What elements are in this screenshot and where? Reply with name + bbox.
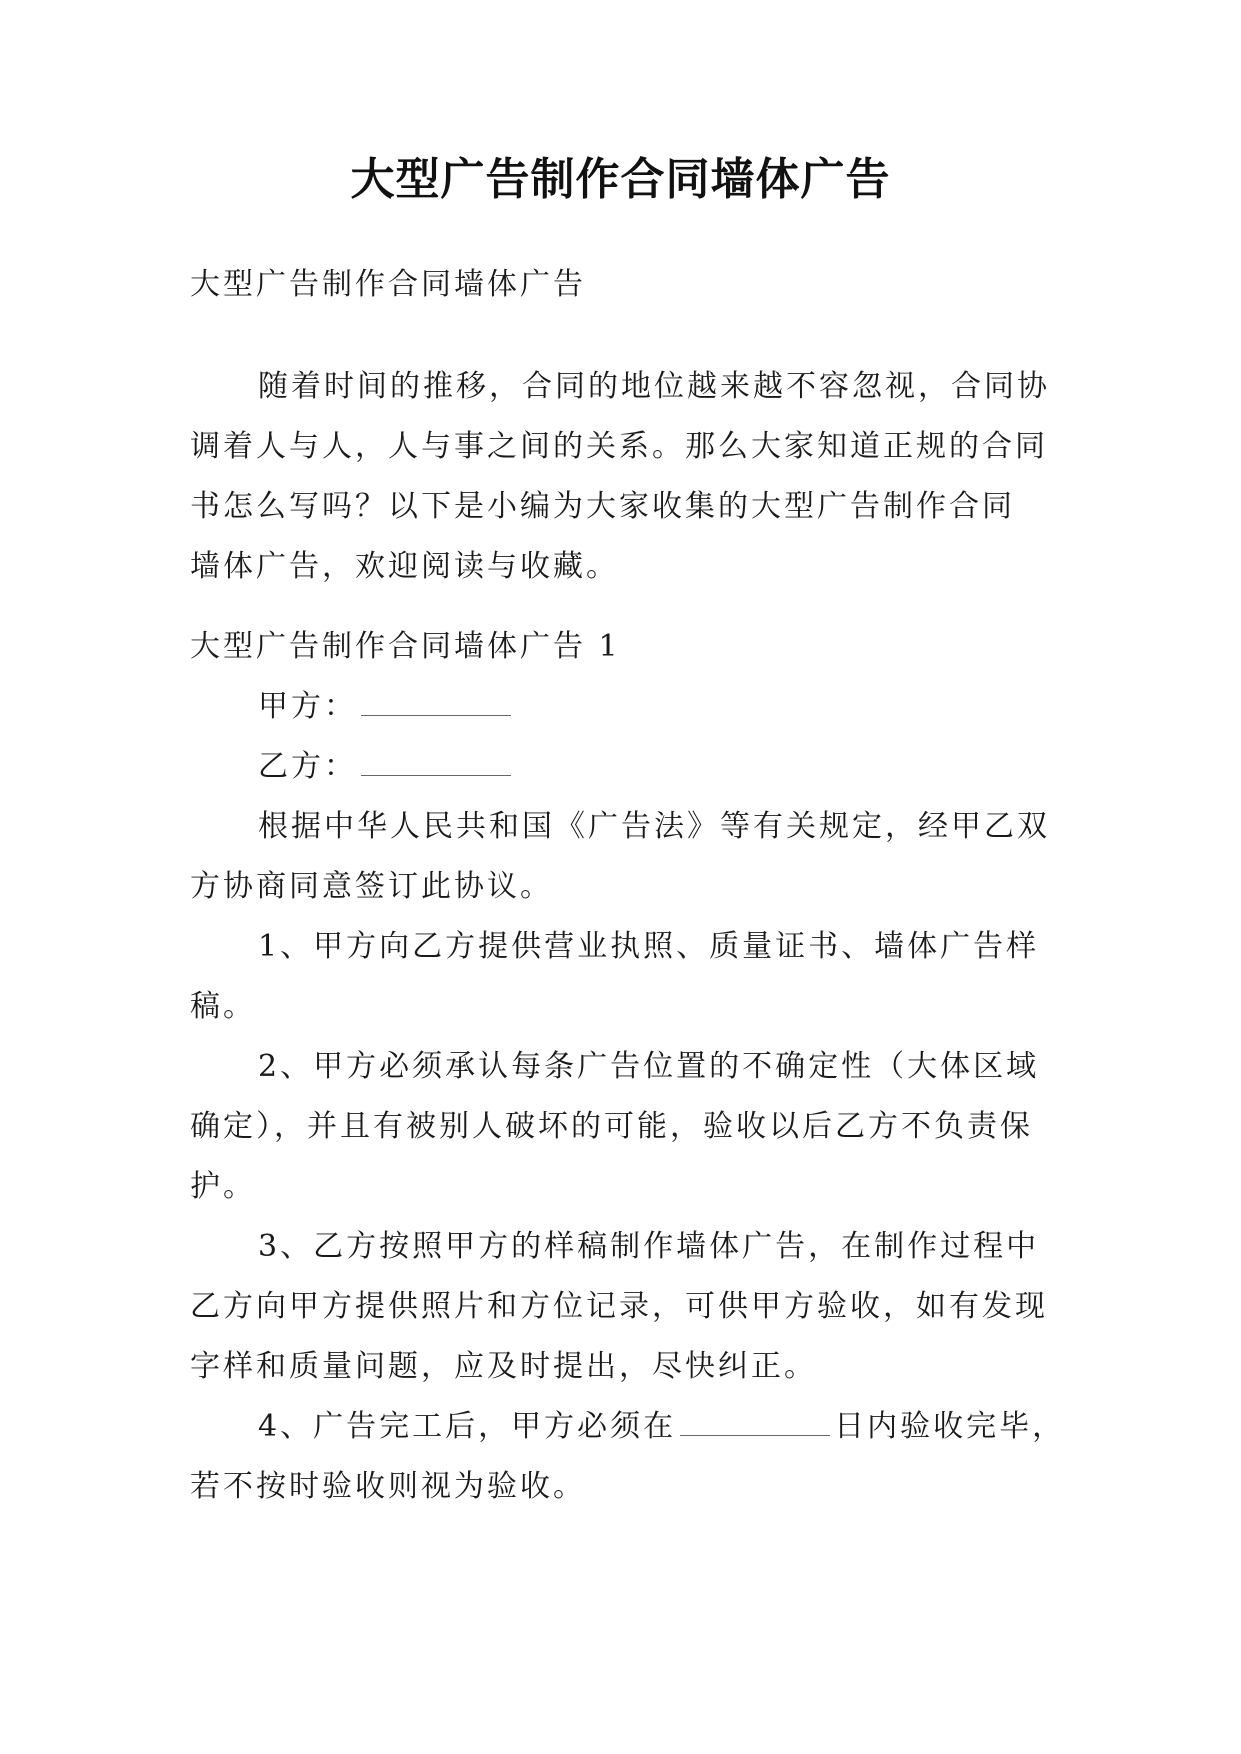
document-title: 大型广告制作合同墙体广告 <box>350 154 891 205</box>
subtitle-text: 大型广告制作合同墙体广告 <box>190 267 586 302</box>
party-a-label: 甲方： <box>258 689 357 724</box>
clause-4-line: 若不按时验收则视为验收。 <box>190 1469 586 1504</box>
clause-2-line: 护。 <box>190 1169 256 1204</box>
party-b-blank <box>361 745 511 776</box>
clause-4-text-a: 4、广告完工后，甲方必须在 <box>258 1409 677 1444</box>
clause-3-line: 乙方向甲方提供照片和方位记录，可供甲方验收，如有发现 <box>190 1289 1048 1324</box>
clause-1-line: 稿。 <box>190 989 256 1024</box>
clause-1-line: 1、甲方向乙方提供营业执照、质量证书、墙体广告样 <box>258 929 1040 964</box>
clause-2-line: 2、甲方必须承认每条广告位置的不确定性（大体区域 <box>258 1049 1040 1084</box>
clause-3-line: 字样和质量问题，应及时提出，尽快纠正。 <box>190 1349 817 1384</box>
intro-line: 书怎么写吗？以下是小编为大家收集的大型广告制作合同 <box>190 489 1015 524</box>
clause-4-days-blank <box>680 1405 830 1436</box>
document-subtitle <box>190 255 1060 315</box>
party-a-line <box>190 677 1060 737</box>
intro-line: 随着时间的推移，合同的地位越来越不容忽视，合同协 <box>258 369 1050 404</box>
basis-line: 根据中华人民共和国《广告法》等有关规定，经甲乙双 <box>258 809 1050 844</box>
clause-4-text-b: 日内验收完毕， <box>834 1409 1066 1444</box>
party-b-line <box>190 737 1060 797</box>
clause-3-line: 3、乙方按照甲方的样稿制作墙体广告，在制作过程中 <box>258 1229 1040 1264</box>
intro-line: 调着人与人，人与事之间的关系。那么大家知道正规的合同 <box>190 429 1048 464</box>
clause-4-line <box>190 1397 1066 1457</box>
intro-line: 墙体广告，欢迎阅读与收藏。 <box>190 549 619 584</box>
party-b-label: 乙方： <box>258 749 357 784</box>
section-heading: 大型广告制作合同墙体广告 1 <box>190 629 621 664</box>
party-a-blank <box>361 685 511 716</box>
contract-section <box>190 617 1066 1517</box>
clause-2-line: 确定），并且有被别人破坏的可能，验收以后乙方不负责保 <box>190 1109 1033 1144</box>
basis-line: 方协商同意签订此协议。 <box>190 869 553 904</box>
intro-paragraph <box>190 357 1060 597</box>
